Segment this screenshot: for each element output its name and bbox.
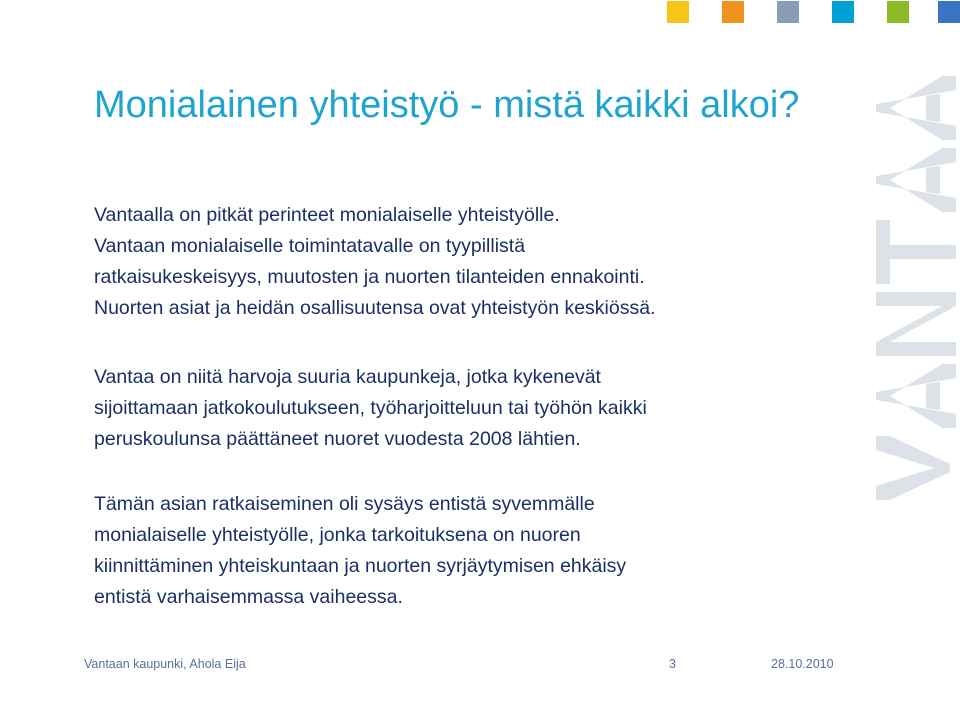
watermark-letter-a — [876, 364, 956, 428]
footer-date: 28.10.2010 — [771, 657, 834, 671]
vantaa-logo-watermark — [872, 72, 960, 504]
paragraph-line: Vantaa on niitä harvoja suuria kaupunkeja, jotka kykenevät — [94, 366, 601, 388]
paragraph-line: sijoittamaan jatkokoulutukseen, työharjoitteluun tai työhön kaikki — [94, 397, 647, 419]
orange-square-icon — [722, 1, 744, 23]
paragraph-line: Nuorten asiat ja heidän osallisuutensa ovat yhteistyön keskiössä. — [94, 297, 656, 319]
yellow-square-icon — [667, 1, 689, 23]
blue-square-icon — [938, 1, 960, 23]
paragraph-line: monialaiselle yhteistyölle, jonka tarkoituksena on nuoren — [94, 524, 581, 546]
watermark-letter-a — [876, 148, 956, 212]
paragraph-line: kiinnittäminen yhteiskuntaan ja nuorten syrjäytymisen ehkäisy — [94, 555, 627, 577]
paragraph-line: Tämän asian ratkaiseminen oli sysäys entistä syvemmälle — [94, 493, 595, 515]
cyan-square-icon — [832, 1, 854, 23]
footer-page-number: 3 — [669, 657, 676, 671]
watermark-letter-a — [876, 76, 956, 140]
slide-title: Monialainen yhteistyö - mistä kaikki alkoi? — [94, 84, 800, 126]
paragraph-line: Vantaalla on pitkät perinteet monialaiselle yhteistyölle. — [94, 204, 560, 226]
paragraph-1 — [94, 200, 854, 324]
paragraph-line: ratkaisukeskeisyys, muutosten ja nuorten tilanteiden ennakointi. — [94, 266, 645, 288]
watermark-letter-t — [876, 220, 956, 284]
paragraph-line: peruskoulunsa päättäneet nuoret vuodesta 2008 lähtien. — [94, 428, 581, 450]
green-square-icon — [887, 1, 909, 23]
paragraph-2 — [94, 362, 854, 455]
paragraph-line: entistä varhaisemmassa vaiheessa. — [94, 586, 403, 608]
watermark-letter-v — [876, 436, 950, 500]
watermark-letter-n — [876, 292, 956, 356]
paragraph-3 — [94, 489, 854, 613]
gray-square-icon — [777, 1, 799, 23]
footer-author: Vantaan kaupunki, Ahola Eija — [84, 657, 246, 671]
paragraph-line: Vantaan monialaiselle toimintatavalle on tyypillistä — [94, 235, 526, 257]
